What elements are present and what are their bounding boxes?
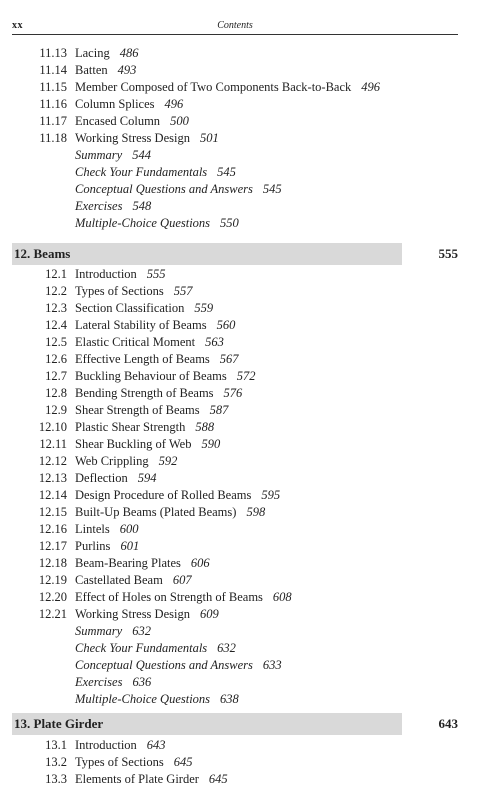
section-page: 572 [236, 369, 256, 383]
section-page: 595 [261, 488, 281, 502]
section-title: Introduction [75, 738, 137, 752]
section-title: Elastic Critical Moment [75, 335, 196, 349]
toc-extra[interactable] [0, 147, 483, 164]
toc-entry[interactable] [0, 470, 483, 487]
toc-entry[interactable] [0, 402, 483, 419]
section-page: 598 [246, 505, 266, 519]
extra-title: Conceptual Questions and Answers [75, 658, 253, 672]
chapter-title: 12. Beams [14, 246, 71, 261]
section-number: 12.8 [45, 386, 67, 400]
toc-entry[interactable] [0, 555, 483, 572]
toc-extra[interactable] [0, 674, 483, 691]
section-number: 13.2 [45, 755, 67, 769]
toc-extra[interactable] [0, 215, 483, 232]
section-page: 645 [173, 755, 193, 769]
section-title: Bending Strength of Beams [75, 386, 214, 400]
page-number: xx [12, 20, 23, 31]
toc-entry[interactable] [0, 419, 483, 436]
section-number: 12.11 [39, 437, 67, 451]
section-title: Lintels [75, 522, 110, 536]
extra-title: Conceptual Questions and Answers [75, 182, 253, 196]
section-page: 576 [223, 386, 243, 400]
section-page: 645 [208, 772, 228, 786]
section-title: Column Splices [75, 97, 155, 111]
running-header [12, 18, 458, 35]
extra-title: Check Your Fundamentals [75, 641, 208, 655]
section-number: 12.5 [45, 335, 67, 349]
extra-page: 545 [217, 165, 236, 179]
section-page: 563 [205, 335, 224, 349]
toc-extra[interactable] [0, 691, 483, 708]
chapter-12-entries [0, 266, 483, 708]
section-page: 560 [216, 318, 236, 332]
section-page: 607 [172, 573, 192, 587]
toc-entry[interactable] [0, 334, 483, 351]
section-number: 13.1 [45, 738, 67, 752]
extra-title: Check Your Fundamentals [75, 165, 208, 179]
extra-page: 633 [262, 658, 282, 672]
extra-page: 544 [132, 148, 151, 162]
section-number: 12.7 [45, 369, 67, 383]
section-title: Purlins [75, 539, 111, 553]
toc-entry[interactable] [0, 79, 483, 96]
toc-entry[interactable] [0, 521, 483, 538]
toc-entry[interactable] [0, 113, 483, 130]
toc-extra[interactable] [0, 198, 483, 215]
section-title: Working Stress Design [75, 607, 190, 621]
extra-page: 548 [132, 199, 152, 213]
toc-entry[interactable] [0, 130, 483, 147]
section-page: 555 [146, 267, 166, 281]
section-page: 496 [164, 97, 184, 111]
section-title: Castellated Beam [75, 573, 163, 587]
section-title: Shear Buckling of Web [75, 437, 192, 451]
section-title: Deflection [75, 471, 128, 485]
section-title: Built-Up Beams (Plated Beams) [75, 505, 237, 519]
toc-entry[interactable] [0, 283, 483, 300]
section-number: 12.16 [38, 522, 67, 536]
chapter-band [12, 243, 402, 265]
section-title: Effective Length of Beams [75, 352, 210, 366]
section-number: 12.19 [38, 573, 67, 587]
section-title: Elements of Plate Girder [75, 772, 199, 786]
section-number: 12.15 [38, 505, 67, 519]
extra-title: Exercises [75, 199, 123, 213]
toc-extra[interactable] [0, 657, 483, 674]
section-page: 609 [199, 607, 219, 621]
section-number: 12.2 [45, 284, 67, 298]
section-title: Lateral Stability of Beams [75, 318, 207, 332]
extra-page: 638 [220, 692, 239, 706]
extra-page: 545 [262, 182, 282, 196]
extra-title: Multiple-Choice Questions [75, 692, 211, 706]
toc-entry[interactable] [0, 45, 483, 62]
section-number: 12.6 [45, 352, 67, 366]
chapter-page: 643 [438, 716, 458, 731]
section-title: Lacing [75, 46, 110, 60]
chapter-page: 555 [438, 246, 458, 261]
toc-entry[interactable] [0, 538, 483, 555]
section-title: Encased Column [75, 114, 161, 128]
section-number: 12.20 [38, 590, 67, 604]
section-page: 606 [190, 556, 210, 570]
section-title: Introduction [75, 267, 137, 281]
section-number: 11.13 [39, 46, 67, 60]
chapter-heading-12[interactable] [12, 243, 458, 265]
toc-entry[interactable] [0, 300, 483, 317]
extra-title: Multiple-Choice Questions [75, 216, 211, 230]
toc-entry[interactable] [0, 62, 483, 79]
section-page: 501 [199, 131, 219, 145]
toc-entry[interactable] [0, 317, 483, 334]
section-title: Web Crippling [75, 454, 149, 468]
section-page: 500 [170, 114, 189, 128]
section-page: 588 [195, 420, 215, 434]
section-page: 559 [194, 301, 214, 315]
section-number: 12.12 [38, 454, 67, 468]
section-page: 590 [201, 437, 221, 451]
section-title: Batten [75, 63, 108, 77]
section-number: 12.14 [38, 488, 67, 502]
chapter-title: 13. Plate Girder [14, 716, 104, 731]
section-number: 12.3 [45, 301, 67, 315]
section-title: Beam-Bearing Plates [75, 556, 181, 570]
toc-entry[interactable] [0, 504, 483, 521]
extra-title: Summary [75, 624, 123, 638]
section-page: 643 [146, 738, 166, 752]
toc-entry[interactable] [0, 771, 483, 788]
toc-entry[interactable] [0, 737, 483, 754]
toc-entry[interactable] [0, 368, 483, 385]
toc-entry[interactable] [0, 436, 483, 453]
section-page: 493 [117, 63, 137, 77]
section-number: 12.13 [38, 471, 67, 485]
extra-page: 632 [217, 641, 236, 655]
chapter-11-continuation [0, 45, 483, 232]
section-number: 12.10 [38, 420, 67, 434]
section-page: 486 [119, 46, 139, 60]
section-title: Member Composed of Two Components Back-to-Back [75, 80, 352, 94]
section-page: 600 [119, 522, 139, 536]
section-page: 567 [219, 352, 239, 366]
section-number: 13.3 [45, 772, 67, 786]
toc-extra[interactable] [0, 623, 483, 640]
section-number: 11.16 [39, 97, 67, 111]
section-title: Design Procedure of Rolled Beams [75, 488, 252, 502]
section-page: 557 [173, 284, 193, 298]
chapter-13-entries [0, 737, 483, 788]
section-page: 496 [361, 80, 381, 94]
section-title: Types of Sections [75, 284, 164, 298]
section-number: 12.17 [38, 539, 67, 553]
running-title: Contents [217, 20, 253, 31]
section-page: 592 [158, 454, 178, 468]
toc-extra[interactable] [0, 181, 483, 198]
section-number: 11.15 [39, 80, 67, 94]
section-page: 587 [209, 403, 229, 417]
toc-extra[interactable] [0, 164, 483, 181]
toc-entry[interactable] [0, 351, 483, 368]
section-number: 11.18 [39, 131, 67, 145]
section-page: 601 [120, 539, 140, 553]
section-number: 11.17 [39, 114, 67, 128]
toc-entry[interactable] [0, 453, 483, 470]
section-title: Plastic Shear Strength [75, 420, 186, 434]
toc-entry[interactable] [0, 487, 483, 504]
toc-entry[interactable] [0, 572, 483, 589]
section-title: Working Stress Design [75, 131, 190, 145]
toc-entry[interactable] [0, 385, 483, 402]
section-number: 12.1 [45, 267, 67, 281]
section-number: 12.9 [45, 403, 67, 417]
toc-entry[interactable] [0, 589, 483, 606]
section-number: 12.18 [38, 556, 67, 570]
toc-entry[interactable] [0, 606, 483, 623]
chapter-heading-13[interactable] [12, 713, 458, 735]
section-title: Effect of Holes on Strength of Beams [75, 590, 263, 604]
extra-page: 632 [132, 624, 151, 638]
section-title: Buckling Behaviour of Beams [75, 369, 227, 383]
extra-title: Summary [75, 148, 123, 162]
section-number: 11.14 [39, 63, 67, 77]
section-title: Section Classification [75, 301, 185, 315]
toc-entry[interactable] [0, 266, 483, 283]
toc-entry[interactable] [0, 754, 483, 771]
section-title: Shear Strength of Beams [75, 403, 200, 417]
section-title: Types of Sections [75, 755, 164, 769]
toc-extra[interactable] [0, 640, 483, 657]
section-page: 594 [137, 471, 157, 485]
section-number: 12.4 [45, 318, 67, 332]
extra-page: 636 [132, 675, 152, 689]
section-page: 608 [272, 590, 292, 604]
extra-page: 550 [220, 216, 239, 230]
toc-entry[interactable] [0, 96, 483, 113]
section-number: 12.21 [38, 607, 67, 621]
extra-title: Exercises [75, 675, 123, 689]
